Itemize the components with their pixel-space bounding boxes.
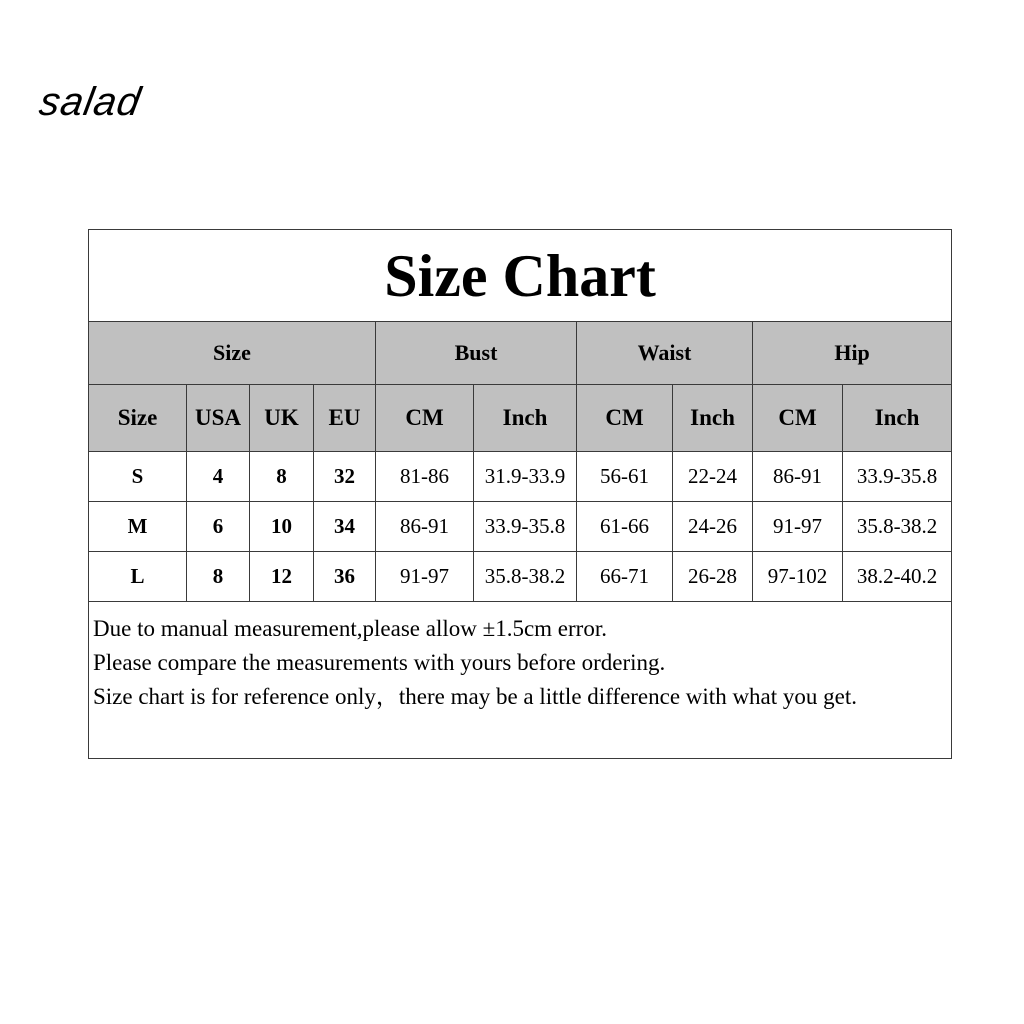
cell-size: S	[89, 452, 187, 502]
cell-eu: 36	[314, 552, 376, 602]
sub-header-bust-inch: Inch	[474, 385, 577, 452]
cell-waist-cm: 61-66	[577, 502, 673, 552]
cell-waist-cm: 66-71	[577, 552, 673, 602]
cell-waist-inch: 24-26	[673, 502, 753, 552]
cell-eu: 32	[314, 452, 376, 502]
sub-header-row	[89, 385, 952, 452]
cell-hip-cm: 91-97	[753, 502, 843, 552]
cell-size: M	[89, 502, 187, 552]
table-row	[89, 502, 952, 552]
cell-uk: 10	[250, 502, 314, 552]
cell-waist-inch: 26-28	[673, 552, 753, 602]
sub-header-uk: UK	[250, 385, 314, 452]
sub-header-waist-cm: CM	[577, 385, 673, 452]
cell-hip-cm: 97-102	[753, 552, 843, 602]
cell-uk: 12	[250, 552, 314, 602]
sub-header-waist-inch: Inch	[673, 385, 753, 452]
note-compare-measurements: Please compare the measurements with yours before ordering.	[93, 650, 666, 675]
cell-waist-inch: 22-24	[673, 452, 753, 502]
cell-usa: 6	[187, 502, 250, 552]
cell-bust-inch: 31.9-33.9	[474, 452, 577, 502]
group-header-row	[89, 322, 952, 385]
cell-hip-inch: 35.8-38.2	[843, 502, 952, 552]
cell-hip-cm: 86-91	[753, 452, 843, 502]
cell-bust-inch: 33.9-35.8	[474, 502, 577, 552]
note-reference-only: Size chart is for reference only，there may be a little difference with what you get.	[93, 684, 858, 709]
cell-hip-inch: 33.9-35.8	[843, 452, 952, 502]
cell-waist-cm: 56-61	[577, 452, 673, 502]
cell-hip-inch: 38.2-40.2	[843, 552, 952, 602]
size-chart-notes	[89, 602, 952, 759]
cell-bust-cm: 91-97	[376, 552, 474, 602]
cell-eu: 34	[314, 502, 376, 552]
size-chart-table	[88, 229, 952, 759]
cell-size: L	[89, 552, 187, 602]
size-chart-title: Size Chart	[89, 230, 952, 322]
sub-header-size: Size	[89, 385, 187, 452]
group-header-size: Size	[89, 322, 376, 385]
note-measurement-error: Due to manual measurement,please allow ±1.5cm error.	[93, 616, 607, 641]
group-header-waist: Waist	[577, 322, 753, 385]
group-header-bust: Bust	[376, 322, 577, 385]
sub-header-eu: EU	[314, 385, 376, 452]
cell-uk: 8	[250, 452, 314, 502]
table-row	[89, 552, 952, 602]
cell-bust-cm: 86-91	[376, 502, 474, 552]
cell-bust-inch: 35.8-38.2	[474, 552, 577, 602]
sub-header-usa: USA	[187, 385, 250, 452]
sub-header-hip-inch: Inch	[843, 385, 952, 452]
salad-logo: salad	[36, 80, 145, 124]
cell-usa: 8	[187, 552, 250, 602]
sub-header-hip-cm: CM	[753, 385, 843, 452]
cell-usa: 4	[187, 452, 250, 502]
group-header-hip: Hip	[753, 322, 952, 385]
table-row	[89, 452, 952, 502]
sub-header-bust-cm: CM	[376, 385, 474, 452]
cell-bust-cm: 81-86	[376, 452, 474, 502]
